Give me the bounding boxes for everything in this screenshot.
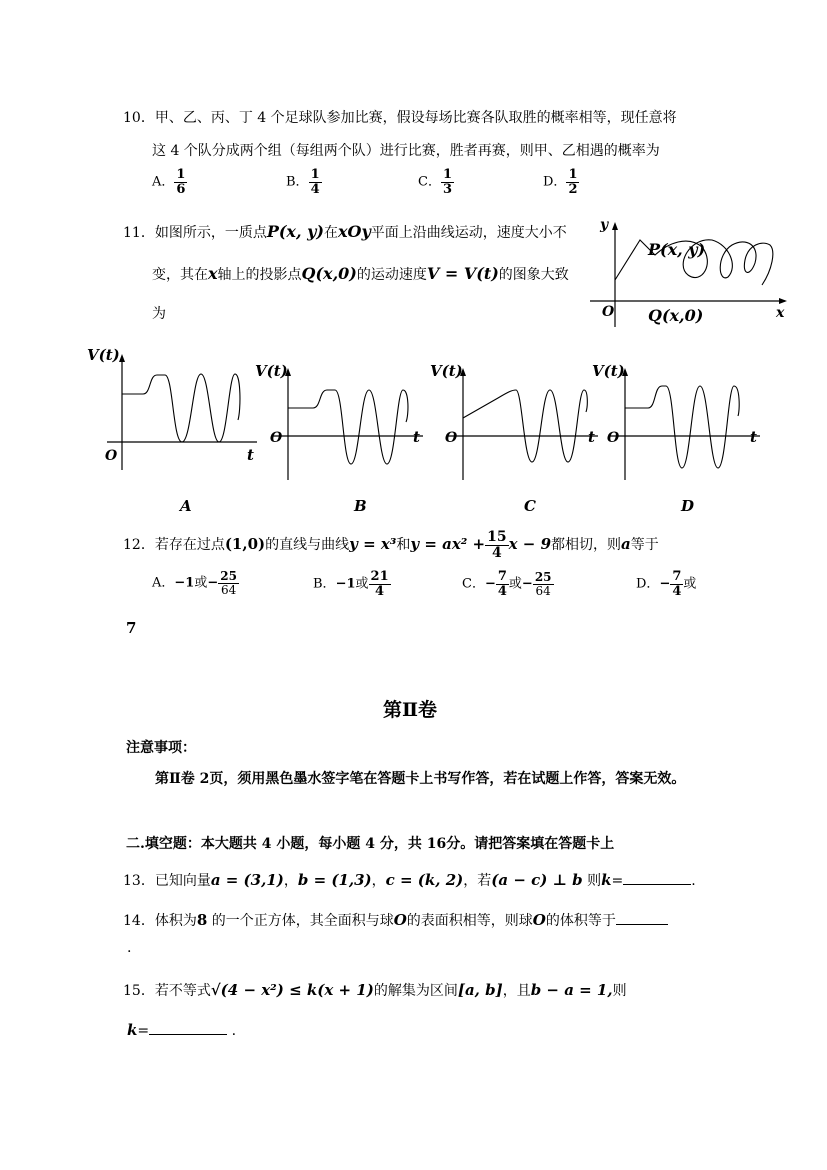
q10-line1: 10．甲、乙、丙、丁 4 个足球队参加比赛，假设每场比赛各队取胜的概率相等，现任意将	[123, 110, 677, 126]
graph-c-origin: O	[445, 430, 458, 446]
graph-d-origin: O	[607, 430, 620, 446]
graph-d-t-label: t	[750, 428, 757, 446]
q12-option-b: B．−1或 $\frac{21}{4}$	[313, 569, 389, 599]
graph-letter-a: A	[180, 497, 192, 515]
notice-body: 第Ⅱ卷 2页，须用黑色墨水签字笔在答题卡上书写作答，若在试题上作答，答案无效。	[155, 771, 686, 787]
figure-x-arrow	[779, 298, 787, 304]
graph-a-curve	[122, 374, 240, 442]
graph-d-v-label: V(t)	[592, 362, 625, 380]
figure-point-p: P(x, y)	[648, 240, 706, 259]
q11-line2: 变，其在x轴上的投影点Q(x,0)的运动速度V = V(t)的图象大致	[152, 264, 569, 283]
graph-b-v-label: V(t)	[255, 362, 288, 380]
graph-a-v-arrow	[119, 354, 125, 362]
q12-option-d-wrap: 7	[126, 619, 137, 637]
figure-point-q: Q(x,0)	[648, 306, 704, 325]
q11-trajectory-figure	[590, 215, 790, 330]
q12-option-c: C．− $\frac{7}{4}$ 或− $\frac{25}{64}$	[462, 569, 552, 599]
q14-end: .	[127, 940, 132, 956]
graph-d-curve	[625, 386, 739, 468]
q11-line3: 为	[152, 306, 166, 322]
q10-option-d: D． $\frac{1}{2}$	[543, 167, 578, 197]
q15-line: 15．若不等式√(4 − x²) ≤ k(x + 1)的解集为区间[a, b]，且b − a = 1,则	[123, 981, 627, 999]
q15-answer-line: k= .	[127, 1021, 237, 1039]
graph-letter-d: D	[681, 497, 695, 515]
graph-d	[590, 360, 770, 485]
q10-option-c: C． $\frac{1}{3}$	[418, 167, 452, 197]
notice-heading: 注意事项：	[126, 740, 196, 756]
graph-a	[85, 342, 265, 472]
graph-a-origin: O	[105, 448, 118, 464]
graph-c-v-label: V(t)	[430, 362, 463, 380]
graph-b-origin: O	[270, 430, 283, 446]
figure-y-label: y	[600, 217, 609, 233]
graph-c	[428, 360, 608, 485]
q14-line: 14．体积为8 的一个正方体，其全面积与球O的表面积相等，则球O的体积等于	[123, 910, 668, 930]
q10-option-b: B． $\frac{1}{4}$	[286, 167, 320, 197]
graph-letter-c: C	[524, 497, 536, 515]
graph-c-t-label: t	[588, 428, 595, 446]
q14-answer-blank[interactable]	[616, 924, 668, 925]
q13-line: 13．已知向量a = (3,1)，b = (1,3)，c = (k, 2)，若(a − c) ⊥ b 则k= .	[123, 871, 696, 889]
q10-option-a: A． $\frac{1}{6}$	[152, 167, 186, 197]
graph-a-v-label: V(t)	[87, 346, 120, 364]
graph-b	[253, 360, 433, 485]
q15-answer-blank[interactable]	[149, 1034, 227, 1035]
q11-line1: 11．如图所示，一质点P(x, y)在xOy平面上沿曲线运动，速度大小不	[123, 222, 567, 241]
figure-y-arrow	[612, 222, 618, 230]
graph-b-curve	[288, 390, 408, 464]
q13-answer-blank[interactable]	[623, 884, 691, 885]
figure-origin: O	[602, 304, 615, 320]
graph-a-t-label: t	[247, 446, 254, 464]
section-title: 第Ⅱ卷	[383, 699, 438, 721]
part2-heading: 二.填空题：本大题共 4 小题，每小题 4 分，共 16分。请把答案填在答题卡上	[126, 836, 615, 852]
q10-line2: 这 4 个队分成两个组（每组两个队）进行比赛，胜者再赛，则甲、乙相遇的概率为	[152, 143, 660, 159]
figure-x-label: x	[776, 305, 785, 321]
graph-c-curve	[463, 390, 587, 462]
graph-b-t-label: t	[413, 428, 420, 446]
q12-stem: 12．若存在过点(1,0)的直线与曲线y = x³和y = ax² + $\frac{15}{4}$ x − 9都相切，则a等于	[123, 528, 659, 561]
graph-letter-b: B	[354, 497, 367, 515]
q12-option-a: A．−1或− $\frac{25}{64}$	[152, 569, 237, 597]
q12-option-d: D．− $\frac{7}{4}$ 或	[636, 569, 697, 599]
